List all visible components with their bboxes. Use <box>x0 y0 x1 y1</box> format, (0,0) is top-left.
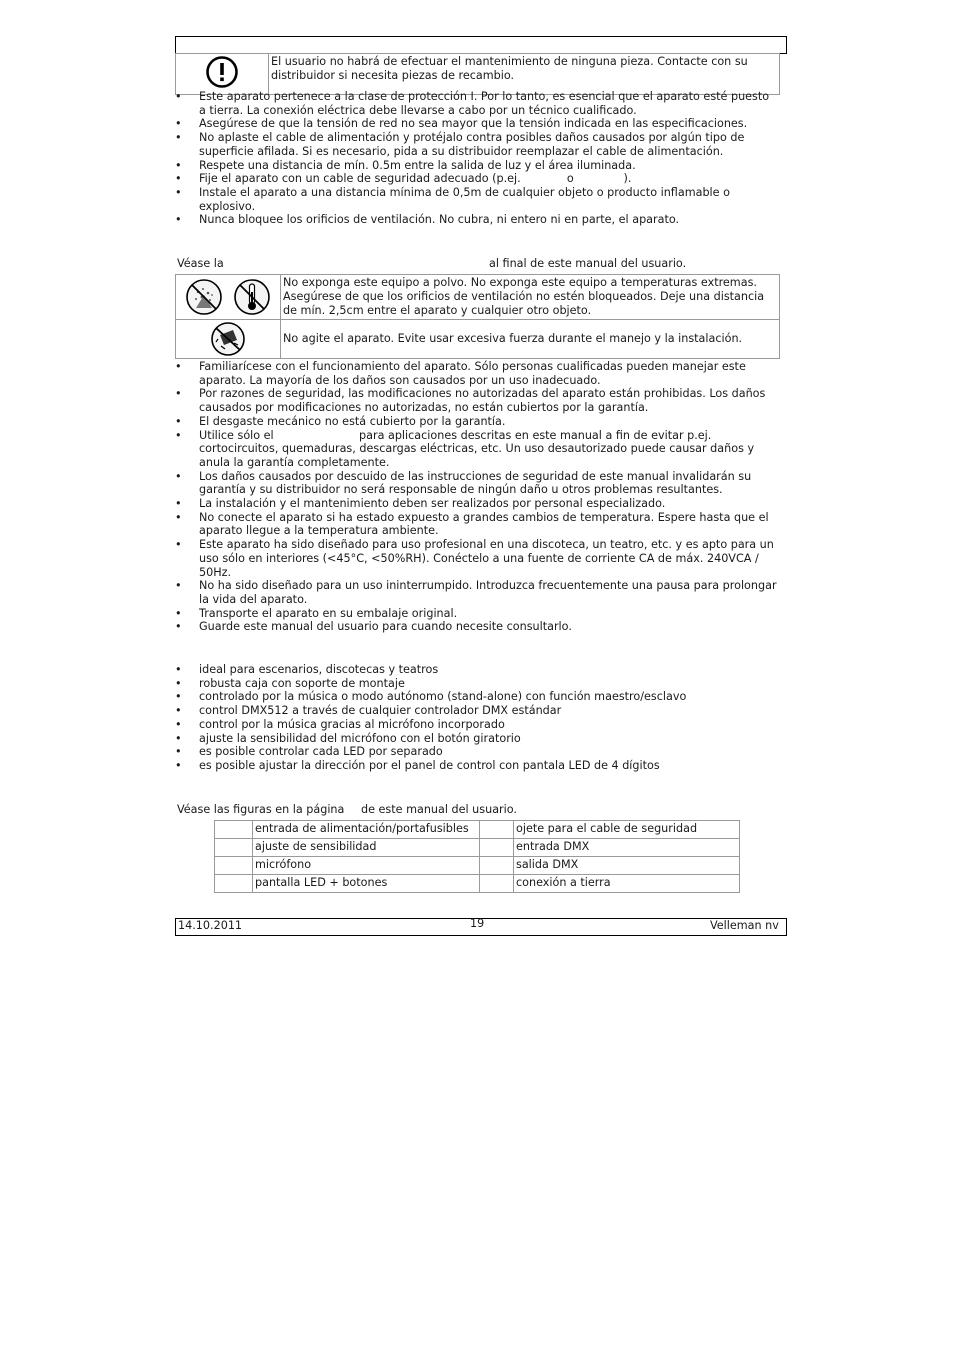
footer-company: Velleman nv <box>710 919 779 932</box>
parts-table <box>214 820 740 893</box>
list-item: • El desgaste mecánico no está cubierto por la garantía. <box>175 415 779 429</box>
list-item: • Transporte el aparato en su embalaje original. <box>175 607 779 621</box>
table-cell-number <box>215 875 253 893</box>
table-row <box>215 857 740 875</box>
warning-table <box>175 53 780 95</box>
env-text-dust: No exponga este equipo a polvo. No exponga este equipo a temperaturas extremas. Asegúrese de que los orificios de ventilación no estén bloqueados. Deje una distancia de mín. 2,5cm entre el aparato y cualquier otro objeto. <box>281 275 780 320</box>
list-item: • La instalación y el mantenimiento deben ser realizados por personal especializado. <box>175 497 779 511</box>
table-cell-right: ojete para el cable de seguridad <box>514 821 740 839</box>
list-item: • Respete una distancia de mín. 0.5m entre la salida de luz y el área iluminada. <box>175 159 779 173</box>
table-cell-left: micrófono <box>253 857 480 875</box>
table-cell-number <box>480 821 514 839</box>
list-item: • Asegúrese de que la tensión de red no sea mayor que la tensión indicada en las especificaciones. <box>175 117 779 131</box>
figures-intro-right: de este manual del usuario. <box>361 803 517 816</box>
safety-bullet-list <box>175 90 779 227</box>
table-cell-right: conexión a tierra <box>514 875 740 893</box>
env-text-shake: No agite el aparato. Evite usar excesiva fuerza durante el manejo y la instalación. <box>281 320 780 359</box>
no-shake-icon <box>209 321 247 357</box>
table-cell-right: entrada DMX <box>514 839 740 857</box>
page-header-bar <box>175 36 787 54</box>
footer-date: 14.10.2011 <box>178 919 243 932</box>
list-item: • Familiarícese con el funcionamiento del aparato. Sólo personas cualificadas pueden manejar este aparato. La mayoría de los daños son causados por un uso inadecuado. <box>175 360 779 387</box>
table-cell-left: pantalla LED + botones <box>253 875 480 893</box>
environment-table <box>175 274 780 359</box>
table-cell-number <box>480 839 514 857</box>
footer-page-number: 19 <box>470 917 485 930</box>
list-item: • robusta caja con soporte de montaje <box>175 677 779 691</box>
warning-row <box>176 54 780 95</box>
no-temperature-icon <box>232 278 272 316</box>
general-bullet-list <box>175 360 779 634</box>
list-item: • No ha sido diseñado para un uso ininterrumpido. Introduzca frecuentemente una pausa para prolongar la vida del aparato. <box>175 579 779 606</box>
env-icon-cell <box>176 320 281 359</box>
list-item: • controlado por la música o modo autónomo (stand-alone) con función maestro/esclavo <box>175 690 779 704</box>
list-item: • No aplaste el cable de alimentación y protéjalo contra posibles daños causados por algún tipo de superficie afilada. Si es necesario, pida a su distribuidor reemplazar el cable de alimentación. <box>175 131 779 158</box>
list-item: • Guarde este manual del usuario para cuando necesite consultarlo. <box>175 620 779 634</box>
guidelines-intro-right: al final de este manual del usuario. <box>489 257 687 270</box>
list-item: • Este aparato ha sido diseñado para uso profesional en una discoteca, un teatro, etc. y es apto para un uso sólo en interiores (<45°C, <50%RH). Conéctelo a una fuente de corriente CA de máx. 240VCA / 50Hz. <box>175 538 779 579</box>
table-cell-number <box>480 857 514 875</box>
list-item: • control DMX512 a través de cualquier controlador DMX estándar <box>175 704 779 718</box>
table-row <box>215 875 740 893</box>
list-item: • Nunca bloquee los orificios de ventilación. No cubra, ni entero ni en parte, el aparato. <box>175 213 779 227</box>
list-item: • Por razones de seguridad, las modificaciones no autorizadas del aparato están prohibidas. Los daños causados por modificaciones no autorizadas, no están cubiertos por la garantía. <box>175 387 779 414</box>
table-cell-number <box>215 857 253 875</box>
features-bullet-list <box>175 663 779 773</box>
table-cell-left: ajuste de sensibilidad <box>253 839 480 857</box>
env-icons-cell <box>176 275 281 320</box>
table-cell-number <box>215 839 253 857</box>
list-item: • ideal para escenarios, discotecas y teatros <box>175 663 779 677</box>
environment-row <box>176 320 780 359</box>
environment-row <box>176 275 780 320</box>
table-row <box>215 821 740 839</box>
list-item: • es posible controlar cada LED por separado <box>175 745 779 759</box>
list-item: • Este aparato pertenece a la clase de protección I. Por lo tanto, es esencial que el aparato esté puesto a tierra. La conexión eléctrica debe llevarse a cabo por un técnico cualificado. <box>175 90 779 117</box>
list-item: • ajuste la sensibilidad del micrófono con el botón giratorio <box>175 732 779 746</box>
table-cell-left: entrada de alimentación/portafusibles <box>253 821 480 839</box>
list-item: • Fije el aparato con un cable de seguridad adecuado (p.ej. o ). <box>175 172 779 186</box>
list-item: • Instale el aparato a una distancia mínima de 0,5m de cualquier objeto o producto inflamable o explosivo. <box>175 186 779 213</box>
table-row <box>215 839 740 857</box>
warning-text: El usuario no habrá de efectuar el mantenimiento de ninguna pieza. Contacte con su distribuidor si necesita piezas de recambio. <box>269 54 780 95</box>
table-cell-right: salida DMX <box>514 857 740 875</box>
figures-intro-left: Véase las figuras en la página <box>177 803 345 816</box>
table-cell-number <box>215 821 253 839</box>
table-cell-number <box>480 875 514 893</box>
exclamation-icon <box>205 55 239 89</box>
list-item: • control por la música gracias al micrófono incorporado <box>175 718 779 732</box>
exclamation-icon-cell <box>176 54 269 95</box>
no-dust-icon <box>184 278 224 316</box>
list-item: • Los daños causados por descuido de las instrucciones de seguridad de este manual invalidarán su garantía y su distribuidor no será responsable de ningún daño u otros problemas resultantes. <box>175 470 779 497</box>
list-item: • Utilice sólo el para aplicaciones descritas en este manual a fin de evitar p.ej. cortocircuitos, quemaduras, descargas eléctricas, etc. Un uso desautorizado puede causar daños y anula la garantía completamente. <box>175 429 779 470</box>
list-item: • es posible ajustar la dirección por el panel de control con pantala LED de 4 dígitos <box>175 759 779 773</box>
list-item: • No conecte el aparato si ha estado expuesto a grandes cambios de temperatura. Espere hasta que el aparato llegue a la temperatura ambiente. <box>175 511 779 538</box>
guidelines-intro-left: Véase la <box>177 257 224 270</box>
